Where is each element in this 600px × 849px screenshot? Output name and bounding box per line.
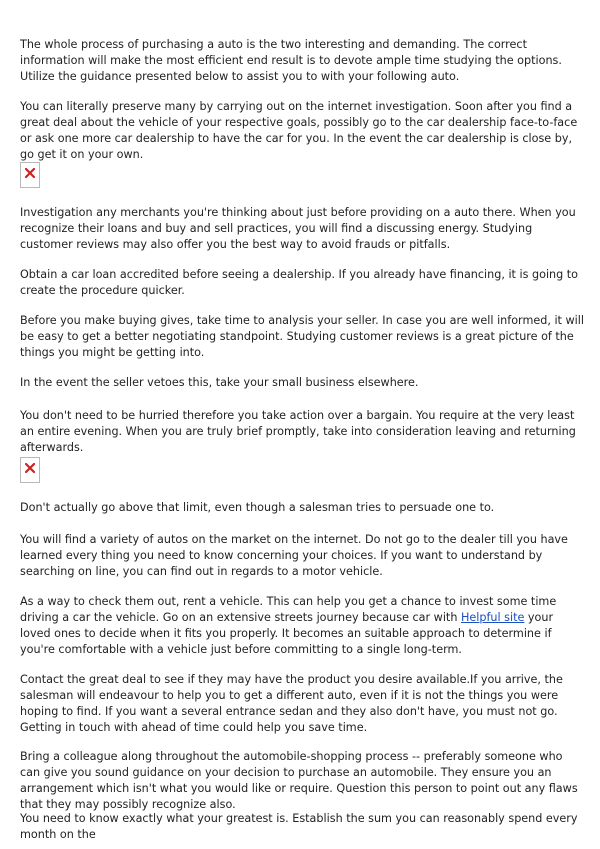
paragraph: Obtain a car loan accredited before seeing a dealership. If you already have financing, it is going to create the procedure quicker. xyxy=(20,268,579,297)
paragraph: Don't actually go above that limit, even though a salesman tries to persuade one to. xyxy=(20,501,495,514)
paragraph: You don't need to be hurried therefore you take action over a bargain. You require at the very least an entire evening. When you are truly brief promptly, take into consideration leaving and returning afterwards. xyxy=(20,409,576,454)
paragraph: Contact the great deal to see if they may have the product you desire available.If you arrive, the salesman will endeavour to help you to get a different auto, even if it is not the things you were hoping to find. If you want a several entrance sedan and they also don't have, you must not go. Getting in touch with ahead of time could help you save time. xyxy=(20,673,563,734)
paragraph: You can literally preserve many by carrying out on the internet investigation. Soon after you find a great deal about the vehicle of your respective goals, possibly go to the car dealership face-to-face or ask one more car dealership to have the car for you. In the event the car dealership is close by, go get it on your own. xyxy=(20,100,578,161)
broken-image-icon xyxy=(20,162,40,188)
paragraph: Investigation any merchants you're thinking about just before providing on a auto there. When you recognize their loans and buy and sell practices, you will find a discussing energy. Studying customer reviews may also offer you the best way to avoid frauds or pitfalls. xyxy=(20,206,576,251)
paragraph: In the event the seller vetoes this, take your small business elsewhere. xyxy=(20,376,419,389)
broken-image-icon xyxy=(20,457,40,483)
broken-image-x-icon xyxy=(25,463,35,473)
paragraph: Before you make buying gives, take time to analysis your seller. In case you are well informed, it will be easy to get a better negotiating standpoint. Studying customer reviews is a great picture of the things you might be getting into. xyxy=(20,314,584,359)
paragraph: Bring a colleague along throughout the automobile-shopping process -- preferably someone who can give you sound guidance on your decision to purchase an automobile. They ensure you an arrangement which isn't what you would like or require. Question this person to point out any flaws that they may possibly recognize also. xyxy=(20,750,578,811)
paragraph: The whole process of purchasing a auto is the two interesting and demanding. The correct information will make the most efficient end result is to devote ample time studying the options. Utilize the guidance presented below to assist you to with your following auto. xyxy=(20,38,562,83)
paragraph-text: your loved ones to decide when it fits you properly. It becomes an suitable approach to determine if you're comfortable with a vehicle just before committing to a single long-term. xyxy=(20,611,554,656)
helpful-site-link[interactable]: Helpful site xyxy=(460,611,525,624)
paragraph: You need to know exactly what your greatest is. Establish the sum you can reasonably spend every month on the xyxy=(20,812,578,841)
broken-image-x-icon xyxy=(25,168,35,178)
paragraph: You will find a variety of autos on the market on the internet. Do not go to the dealer till you have learned every thing you need to know concerning your choices. If you want to understand by searching on line, you can find out in regards to a motor vehicle. xyxy=(20,533,568,578)
paragraph-text: As a way to check them out, rent a vehicle. This can help you get a chance to invest some time driving a car the vehicle. Go on an extensive streets journey because car with xyxy=(20,595,557,624)
paragraph xyxy=(20,594,585,658)
